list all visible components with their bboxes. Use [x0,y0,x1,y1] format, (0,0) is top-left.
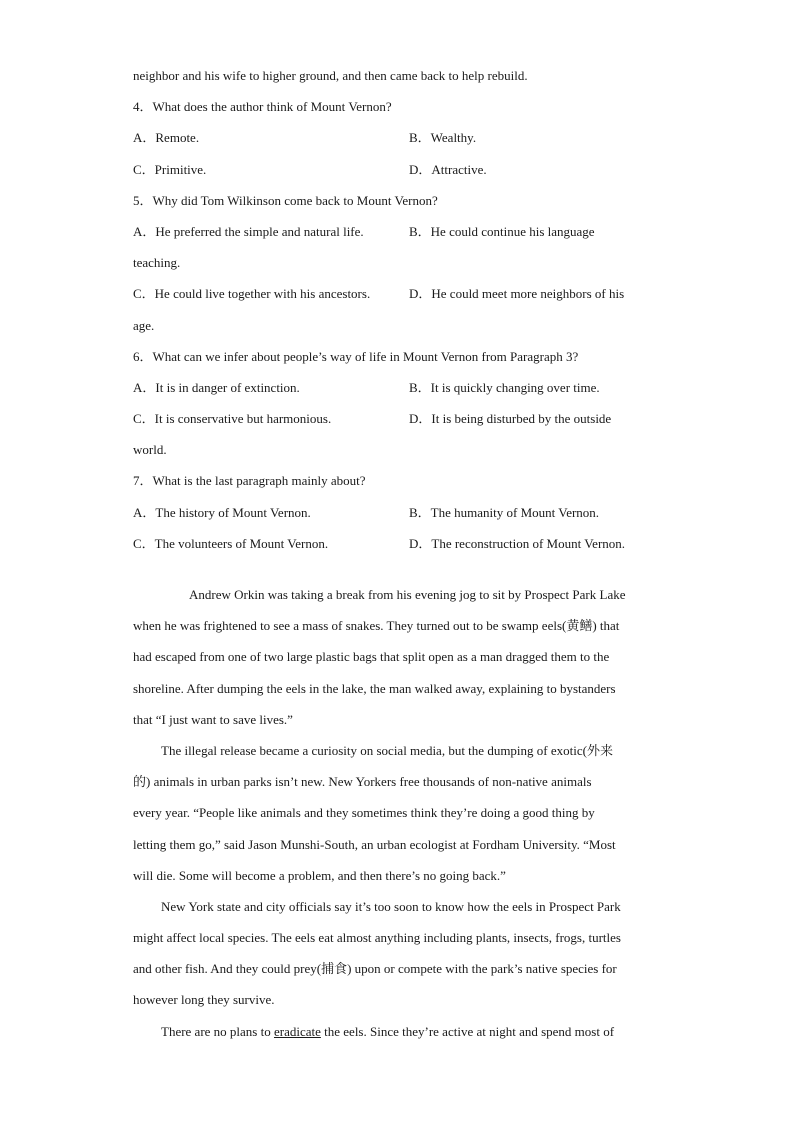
option-row [133,372,663,403]
option-row [133,122,663,153]
reading-passage [133,579,663,1047]
passage-line: Andrew Orkin was taking a break from his evening jog to sit by Prospect Park Lake [189,587,626,602]
option-a: A．Remote. [133,130,200,146]
question-5 [133,185,663,341]
passage-line [133,1016,663,1047]
option-row [133,403,663,434]
question-stem: 5．Why did Tom Wilkinson come back to Mount Vernon? [133,192,438,208]
passage-line: might affect local species. The eels eat almost anything including plants, insects, frogs, turtles [133,930,621,946]
paragraph-3 [133,891,663,1016]
option-d: D．Attractive. [409,161,487,177]
question-stem: 6．What can we infer about people’s way of life in Mount Vernon from Paragraph 3? [133,348,579,364]
passage-line: New York state and city officials say it’s too soon to know how the eels in Prospect Park [161,898,621,914]
paragraph-4 [133,1016,663,1047]
option-wrap: world. [133,442,167,458]
option-row [133,497,663,528]
option-d: D．The reconstruction of Mount Vernon. [409,535,626,551]
passage-line: shoreline. After dumping the eels in the lake, the man walked away, explaining to bystanders [133,680,616,696]
section-gap [133,559,663,579]
passage-line: 的) animals in urban parks isn’t new. New Yorkers free thousands of non-native animals [133,774,592,790]
passage-line: and other fish. And they could prey(捕食) upon or compete with the park’s native species for [133,961,617,977]
question-7 [133,465,663,559]
option-c: C．He could live together with his ancestors. [133,286,371,302]
option-a: A．It is in danger of extinction. [133,379,300,395]
passage-line: when he was frightened to see a mass of snakes. They turned out to be swamp eels(黄鳝) that [133,618,620,634]
paragraph-1 [133,579,663,735]
lead-line: neighbor and his wife to higher ground, and then came back to help rebuild. [133,68,528,83]
passage-line: however long they survive. [133,992,275,1008]
passage-line: that “I just want to save lives.” [133,711,293,727]
option-row [133,154,663,185]
option-b: B．It is quickly changing over time. [409,379,600,395]
text-after: the eels. Since they’re active at night and spend most of [320,1023,615,1039]
question-stem: 4．What does the author think of Mount Vernon? [133,99,392,115]
option-c: C．It is conservative but harmonious. [133,411,332,427]
option-d: D．He could meet more neighbors of his [409,286,625,302]
passage-line: had escaped from one of two large plastic bags that split open as a man dragged them to the [133,649,610,665]
text-before: There are no plans to [161,1023,274,1039]
question-4 [133,91,663,185]
passage-line: The illegal release became a curiosity on social media, but the dumping of exotic(外来 [161,742,613,758]
option-row [133,278,663,309]
option-b: B．The humanity of Mount Vernon. [409,504,600,520]
underlined-word: eradicate [273,1023,321,1039]
passage-line: every year. “People like animals and they sometimes think they’re doing a good thing by [133,805,595,821]
paragraph-2 [133,735,663,891]
option-wrap: teaching. [133,255,181,271]
option-wrap: age. [133,317,155,333]
option-d: D．It is being disturbed by the outside [409,411,612,427]
option-row [133,216,663,247]
option-a: A．He preferred the simple and natural life. [133,223,364,239]
question-stem: 7．What is the last paragraph mainly about? [133,473,366,489]
option-c: C．Primitive. [133,161,207,177]
option-b: B．He could continue his language [409,223,595,239]
passage-line: letting them go,” said Jason Munshi-South, an urban ecologist at Fordham University. “Most [133,836,616,852]
option-row [133,528,663,559]
question-6 [133,341,663,466]
option-a: A．The history of Mount Vernon. [133,504,311,520]
passage-line: will die. Some will become a problem, and then there’s no going back.” [133,867,506,883]
option-c: C．The volunteers of Mount Vernon. [133,535,329,551]
option-b: B．Wealthy. [409,130,477,146]
document-page [133,60,663,1047]
